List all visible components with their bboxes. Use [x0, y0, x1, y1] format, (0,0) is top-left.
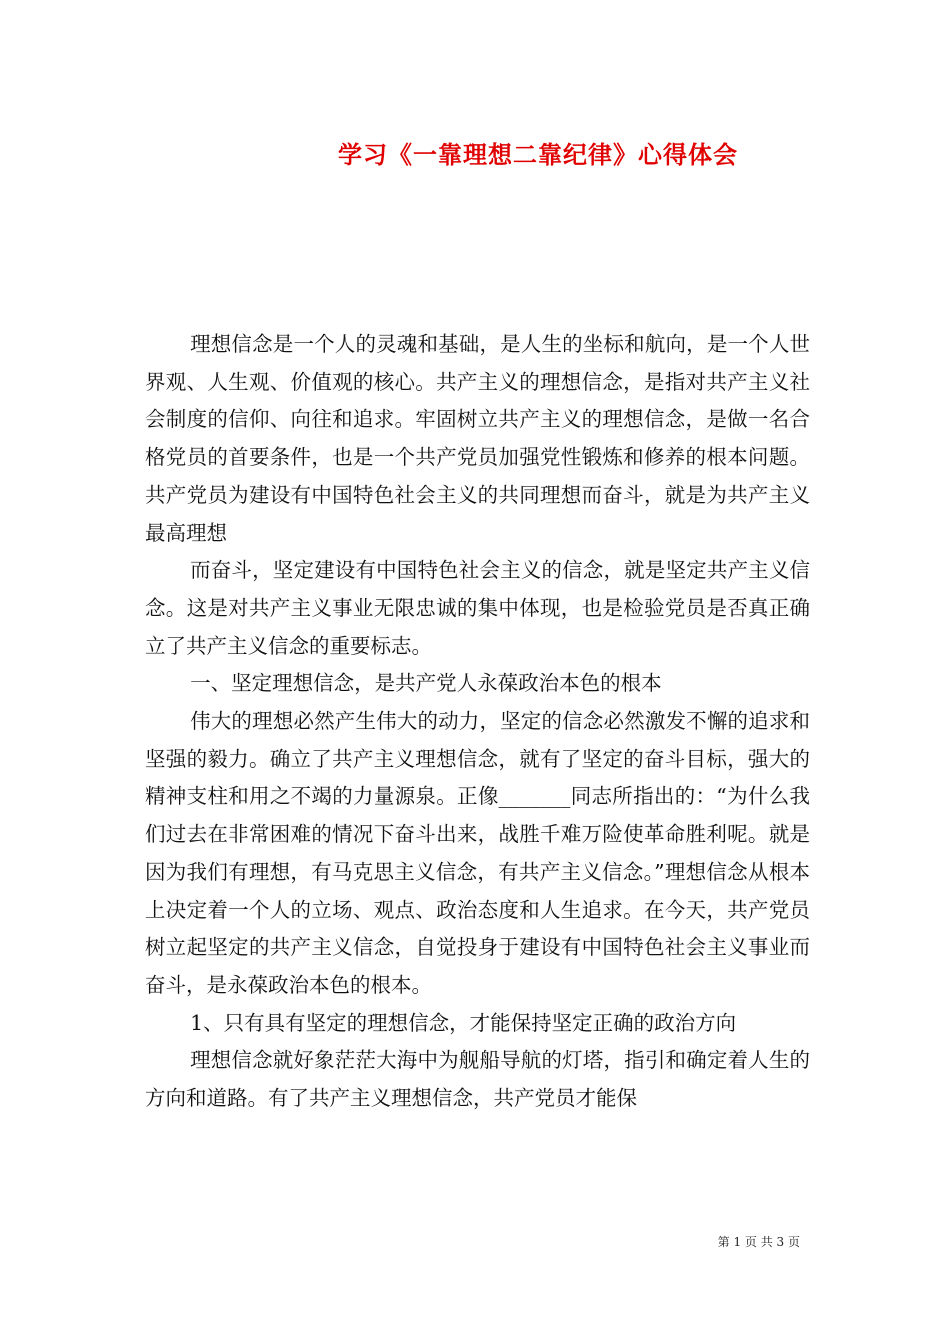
document-title: 学习《一靠理想二靠纪律》心得体会 — [338, 140, 738, 169]
paragraph: 理想信念是一个人的灵魂和基础，是人生的坐标和航向，是一个人世界观、人生观、价值观的核心。共产主义的理想信念，是指对共产主义社会制度的信仰、向往和追求。牢固树立共产主义的理想信念，是做一名合格党员的首要条件，也是一个共产党员加强党性锻炼和修养的根本问题。共产党员为建设有中国特色社会主义的共同理想而奋斗，就是为共产主义最高理想 — [145, 332, 810, 545]
section-heading: 一、坚定理想信念，是共产党人永葆政治本色的根本 — [190, 671, 662, 696]
paragraph: 而奋斗，坚定建设有中国特色社会主义的信念，就是坚定共产主义信念。这是对共产主义事业无限忠诚的集中体现，也是检验党员是否真正确立了共产主义信念的重要标志。 — [145, 558, 810, 658]
paragraph: 伟大的理想必然产生伟大的动力，坚定的信念必然激发不懈的追求和坚强的毅力。确立了共产主义理想信念，就有了坚定的奋斗目标，强大的精神支柱和用之不竭的力量源泉。正像_______同志所指出的：“为什么我们过去在非常困难的情况下奋斗出来，战胜千难万险使革命胜利呢。就是因为我们有理想，有马克思主义信念，有共产主义信念。”理想信念从根本上决定着一个人的立场、观点、政治态度和人生追求。在今天，共产党员树立起坚定的共产主义信念，自觉投身于建设有中国特色社会主义事业而奋斗，是永葆政治本色的根本。 — [145, 709, 810, 997]
document-body — [145, 326, 810, 1118]
subsection-heading: 1、只有具有坚定的理想信念，才能保持坚定正确的政治方向 — [190, 1010, 737, 1035]
page-number-footer: 第 1 页 共 3 页 — [717, 1235, 800, 1249]
paragraph: 理想信念就好象茫茫大海中为舰船导航的灯塔，指引和确定着人生的方向和道路。有了共产主义理想信念，共产党员才能保 — [145, 1048, 810, 1111]
